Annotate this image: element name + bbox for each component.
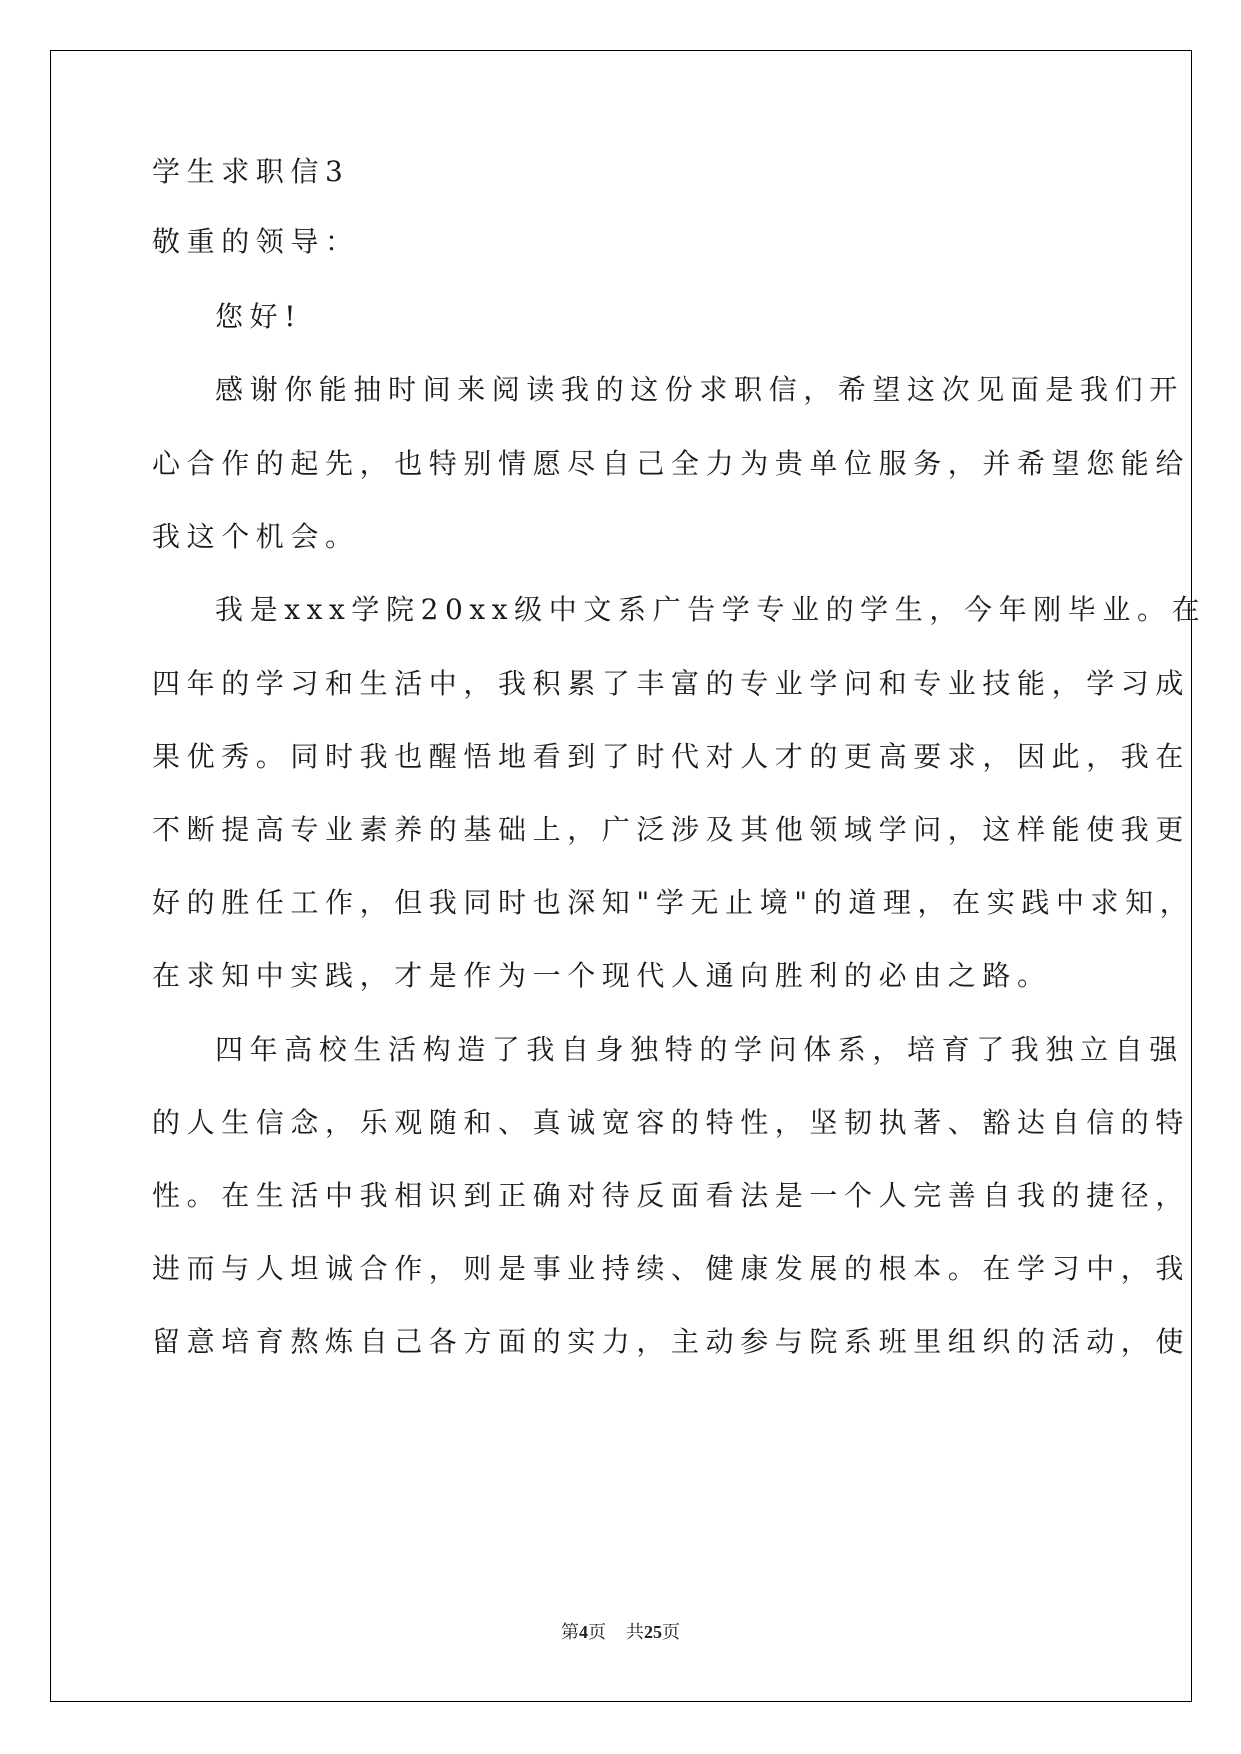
footer-total-suffix: 页 <box>662 1622 680 1642</box>
text-line: 好的胜任工作，但我同时也深知"学无止境"的道理，在实践中求知， <box>152 886 1195 919</box>
text-line: 性。在生活中我相识到正确对待反面看法是一个人完善自我的捷径， <box>152 1179 1191 1212</box>
text-line: 果优秀。同时我也醒悟地看到了时代对人才的更高要求，因此，我在 <box>152 740 1191 773</box>
document-heading: 学生求职信3 <box>152 155 350 188</box>
text-line: 在求知中实践，才是作为一个现代人通向胜利的必由之路。 <box>152 959 1052 992</box>
text-line: 心合作的起先，也特别情愿尽自己全力为贵单位服务，并希望您能给 <box>152 447 1191 480</box>
text-line: 我这个机会。 <box>152 520 360 553</box>
text-line: 进而与人坦诚合作，则是事业持续、健康发展的根本。在学习中，我 <box>152 1252 1191 1285</box>
salutation: 敬重的领导： <box>152 225 360 258</box>
text-line: 留意培育熬炼自己各方面的实力，主动参与院系班里组织的活动，使 <box>152 1325 1191 1358</box>
footer-total-prefix: 共 <box>626 1622 644 1642</box>
text-line: 我是xxx学院20xx级中文系广告学专业的学生，今年刚毕业。在 <box>215 593 1207 626</box>
footer-page-prefix: 第 <box>561 1622 579 1642</box>
greeting: 您好! <box>215 300 303 333</box>
text-line: 四年高校生活构造了我自身独特的学问体系，培育了我独立自强 <box>215 1033 1184 1066</box>
text-line: 的人生信念，乐观随和、真诚宽容的特性，坚韧执著、豁达自信的特 <box>152 1106 1191 1139</box>
text-line: 感谢你能抽时间来阅读我的这份求职信，希望这次见面是我们开 <box>215 373 1184 406</box>
footer-page-current: 4 <box>579 1622 588 1642</box>
page-footer <box>0 1618 1241 1644</box>
text-line: 四年的学习和生活中，我积累了丰富的专业学问和专业技能，学习成 <box>152 667 1191 700</box>
footer-page-total: 25 <box>644 1622 662 1642</box>
text-line: 不断提高专业素养的基础上，广泛涉及其他领域学问，这样能使我更 <box>152 813 1191 846</box>
footer-page-mid: 页 <box>588 1622 606 1642</box>
